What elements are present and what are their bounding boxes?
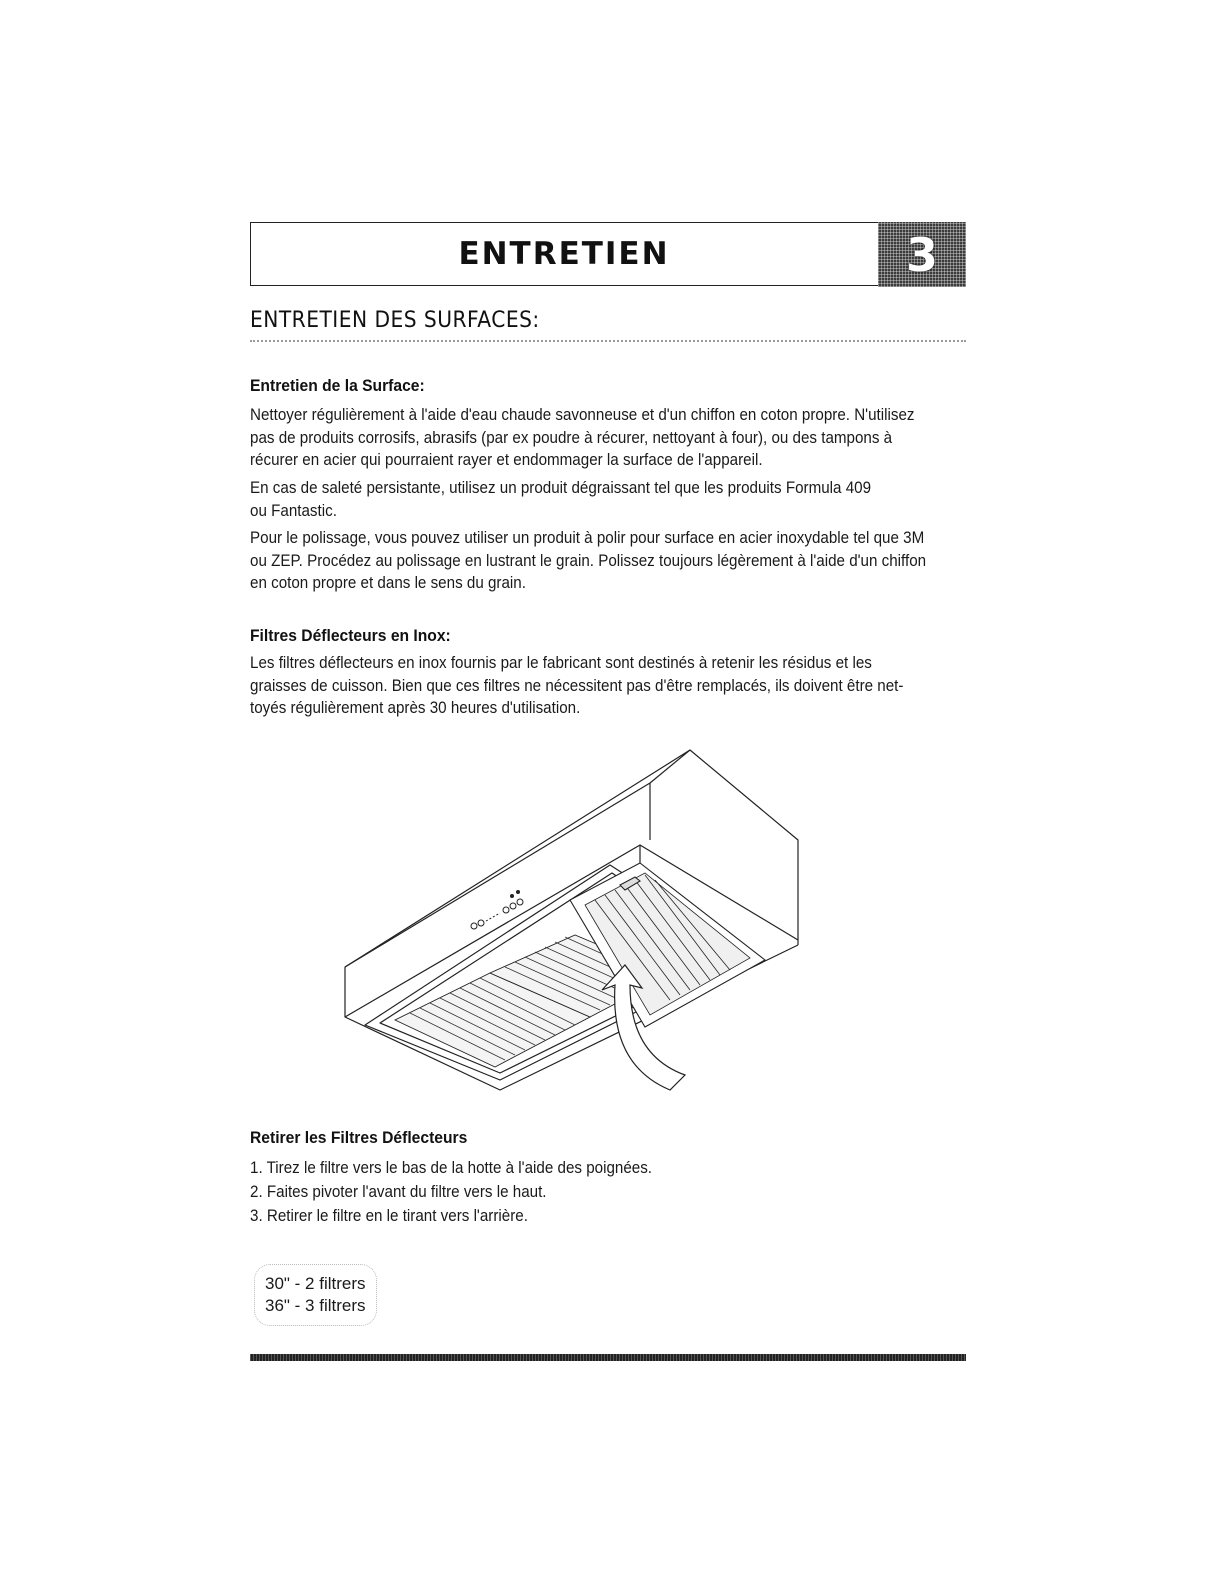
text-line: En cas de saleté persistante, utilisez un produit dégraissant tel que les produits Formula 409 bbox=[250, 479, 872, 497]
removal-heading: Retirer les Filtres Déflecteurs bbox=[250, 1128, 468, 1147]
section-divider bbox=[250, 340, 966, 342]
text-line: graisses de cuisson. Bien que ces filtres ne nécessitent pas d'être remplacés, ils doivent être net- bbox=[250, 676, 904, 695]
section-title: ENTRETIEN DES SURFACES: bbox=[250, 308, 540, 333]
surface-paragraph-2 bbox=[250, 477, 958, 522]
step-item: 3. Retirer le filtre en le tirant vers l'arrière. bbox=[250, 1207, 528, 1225]
text-line: Nettoyer régulièrement à l'aide d'eau chaude savonneuse et d'un chiffon en coton propre. N'utilisez bbox=[250, 406, 915, 424]
footer-bar bbox=[250, 1354, 966, 1361]
text-line: ou ZEP. Procédez au polissage en lustrant le grain. Polissez toujours légèrement à l'aide d'un chiffon bbox=[250, 551, 927, 570]
page-title: ENTRETIEN bbox=[458, 236, 670, 272]
control-panel-icon bbox=[471, 891, 523, 930]
filters-paragraph bbox=[250, 652, 958, 720]
surface-paragraph-3 bbox=[250, 527, 958, 595]
chapter-badge bbox=[878, 222, 966, 287]
surface-heading: Entretien de la Surface: bbox=[250, 376, 425, 395]
chapter-number: 3 bbox=[905, 228, 938, 282]
text-line: Les filtres déflecteurs en inox fournis par le fabricant sont destinés à retenir les résidus et les bbox=[250, 654, 872, 672]
text-line: en coton propre et dans le sens du grain. bbox=[250, 574, 526, 592]
step-item: 1. Tirez le filtre vers le bas de la hotte à l'aide des poignées. bbox=[250, 1159, 653, 1177]
surface-paragraph-1 bbox=[250, 404, 958, 472]
step-item: 2. Faites pivoter l'avant du filtre vers le haut. bbox=[250, 1183, 547, 1201]
text-line: pas de produits corrosifs, abrasifs (par ex poudre à récurer, nettoyant à four), ou des tampons à bbox=[250, 428, 893, 447]
text-line: Pour le polissage, vous pouvez utiliser un produit à polir pour surface en acier inoxydable tel que 3M bbox=[250, 529, 925, 547]
text-line: toyés régulièrement après 30 heures d'utilisation. bbox=[250, 699, 581, 717]
note-line: 36" - 3 filtrers bbox=[265, 1296, 366, 1315]
note-line: 30" - 2 filtrers bbox=[265, 1274, 366, 1293]
range-hood-illustration bbox=[340, 745, 810, 1095]
filter-count-note bbox=[254, 1264, 377, 1326]
text-line: ou Fantastic. bbox=[250, 501, 337, 520]
filters-heading: Filtres Déflecteurs en Inox: bbox=[250, 626, 451, 645]
removal-steps bbox=[250, 1156, 652, 1228]
text-line: récurer en acier qui pourraient rayer et endommager la surface de l'appareil. bbox=[250, 451, 763, 469]
